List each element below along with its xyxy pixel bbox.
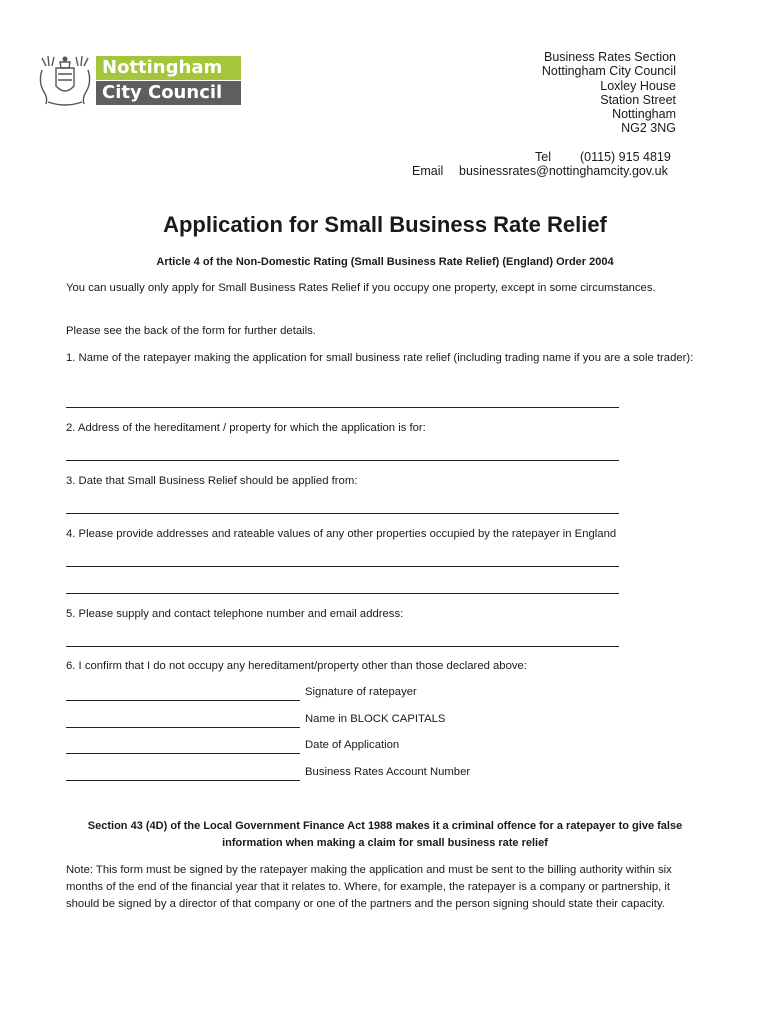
address-line: Station Street	[600, 92, 676, 107]
address-line: Nottingham	[612, 107, 676, 122]
address-line: Nottingham City Council	[541, 64, 676, 79]
email-address[interactable]: businessrates@nottinghamcity.gov.uk	[459, 164, 668, 178]
answer-line-5[interactable]	[66, 646, 619, 647]
account-number-label: Business Rates Account Number	[305, 766, 471, 778]
question-1: 1. Name of the ratepayer making the application for small business rate relief (including trading name if you are a sole trader):	[66, 352, 694, 364]
question-4: 4. Please provide addresses and rateable values of any other properties occupied by the ratepayer in England	[66, 528, 617, 540]
answer-line-4a[interactable]	[66, 566, 619, 567]
answer-line-3[interactable]	[66, 513, 619, 514]
note-text: Note: This form must be signed by the ratepayer making the application and must be sent to the billing authority within six months of the end of the financial year that it relates to. Where, for example, the ratepayer is a company or partnership, it should be signed by a director of that company or one of the partners and the person signing should state their capacity.	[66, 864, 672, 910]
date-line[interactable]	[66, 753, 300, 754]
form-title: Application for Small Business Rate Relief	[163, 212, 607, 237]
legal-warning: Section 43 (4D) of the Local Government Finance Act 1988 makes it a criminal offence for a ratepayer to give false information when making a claim for small business rate relief	[87, 820, 683, 849]
coat-of-arms-icon	[34, 52, 96, 106]
tel-number: (0115) 915 4819	[580, 150, 671, 164]
address-line: Loxley House	[600, 78, 676, 93]
signature-line[interactable]	[66, 700, 300, 701]
question-2: 2. Address of the hereditament / property for which the application is for:	[66, 422, 426, 434]
council-logo	[34, 52, 223, 106]
question-5: 5. Please supply and contact telephone number and email address:	[66, 608, 404, 620]
tel-label: Tel	[535, 150, 551, 164]
question-3: 3. Date that Small Business Relief should be applied from:	[66, 475, 358, 487]
signature-label: Signature of ratepayer	[305, 686, 417, 698]
account-number-line[interactable]	[66, 780, 300, 781]
logo-text-city-council: City Council	[96, 81, 241, 105]
answer-line-1[interactable]	[66, 407, 619, 408]
address-line: NG2 3NG	[621, 121, 676, 136]
question-6: 6. I confirm that I do not occupy any hereditament/property other than those declared above:	[66, 660, 527, 672]
logo-text-nottingham: Nottingham	[96, 56, 241, 80]
answer-line-2[interactable]	[66, 460, 619, 461]
form-subtitle: Article 4 of the Non-Domestic Rating (Small Business Rate Relief) (England) Order 2004	[156, 256, 614, 268]
address-line: Business Rates Section	[543, 50, 676, 64]
email-label: Email	[412, 164, 444, 178]
name-line[interactable]	[66, 727, 300, 728]
intro-text: You can usually only apply for Small Business Rates Relief if you occupy one property, except in some circumstances.	[66, 282, 656, 294]
council-address	[542, 50, 676, 136]
answer-line-4b[interactable]	[66, 593, 619, 594]
name-label: Name in BLOCK CAPITALS	[305, 713, 446, 725]
date-label: Date of Application	[305, 739, 400, 751]
see-back-text: Please see the back of the form for further details.	[66, 325, 316, 337]
